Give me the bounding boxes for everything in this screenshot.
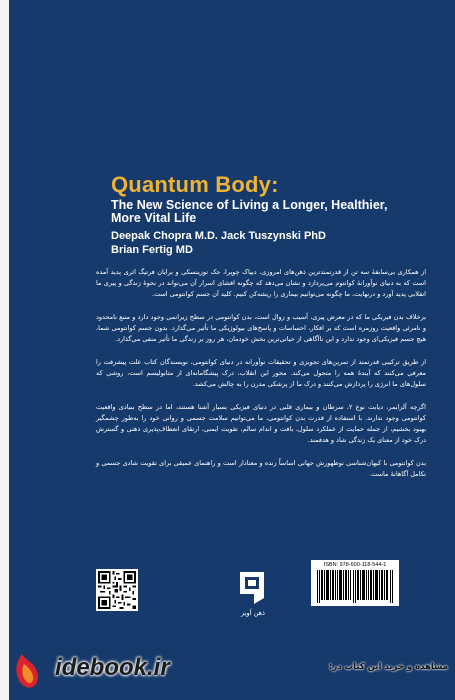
qr-code-icon — [96, 569, 138, 611]
watermark-site-link[interactable]: idebook.ir — [55, 654, 170, 681]
authors-line-1: Deepak Chopra M.D. Jack Tuszynski PhD — [111, 230, 326, 242]
book-subtitle: The New Science of Living a Longer, Healthier, More Vital Life — [111, 198, 388, 225]
publisher-name: ذهن آویز — [241, 609, 265, 617]
barcode-icon — [311, 560, 399, 606]
blurb-paragraph: بدن کوانتومی با کیهان‌شناسی نوظهورش جهانی اساساً زنده و معنادار است و راهنمای عمیقی برای تقویت شادی جسمی و تکامل آگاهانهٔ ماست. — [96, 459, 426, 478]
blurb-paragraph: برخلاف بدن فیزیکی ما که در معرض پیری، آسیب و زوال است، بدن کوانتومی در سطح زیراتمی وجود دارد و منبع نامحدود و نامرئی واقعیت روزمره است که بر افکار، احساسات و پاسخ‌های بیولوژیکی ما تأثیر می‌گذارد. بدون جسم کوانتومی شما، هیچ جسم فیزیکی‌ای وجود ندارد و این ناآگاهی از حیاتی‌ترین بخش خودمان، هر روز بر زندگی ما تأثیر منفی می‌گذارد. — [96, 313, 426, 343]
book-authors — [111, 229, 411, 257]
blurb-paragraph: از همکاری بی‌سابقهٔ سه تن از قدرتمندترین ذهن‌های امروزی، دیپاک چوپرا، جک توزینسکی و برایان فرتیگ اثری پدید آمده است که به دنیای نوآورانهٔ کوانتوم می‌پردازد و نشان می‌دهد که چگونه افشای اسرار آن می‌تواند در نحوهٔ زندگی و پیری ما انقلابی پدید آورد و درنهایت، ما چگونه می‌توانیم بیماری را ریشه‌کن کنیم. کلید آن جسم کوانتومی است. — [96, 268, 426, 298]
book-title: Quantum Body: — [111, 172, 279, 197]
blurb-paragraph: اگرچه آلزایمر، دیابت نوع ۲، سرطان و بیماری قلبی در دنیای فیزیکی بسیار آشنا هستند، اما در سطح بنیادی واقعیت کوانتومی وجود ندارند. با استفاده از قدرت بدن کوانتومی، ما می‌توانیم سلامت جسمی و روانی خود را به‌طور چشمگیر بهبود بخشیم، از جمله حمایت از عملکرد سلول، بافت و اندام سالم، تقویت ایمنی، ارتقای انعطاف‌پذیری ذهنی و گسترش درک خود از معنای یک زندگی شاد و هدفمند. — [96, 403, 426, 444]
authors-line-2: Brian Fertig MD — [111, 244, 193, 256]
idebook-logo-icon — [12, 652, 44, 692]
blurb-paragraph: از طریق ترکیبی قدرتمند از تمرین‌های تجویزی و تحقیقات نوآورانه در دنیای کوانتومی، نویسندگان کتاب علت پیشرفت را معرفی می‌کنند که آیندهٔ همه را متحول می‌کند. محور این انقلاب، درک پیشگامانه‌ای از متابولیسم است، روشی که سلول‌های ما انرژی را پردازش می‌کنند و درک ما از پزشکی مدرن را به چالش می‌کشد. — [96, 358, 426, 388]
watermark-caption: مشاهده و خرید این کتاب در: — [328, 662, 448, 672]
page-edge — [0, 0, 9, 700]
blurb-text — [96, 267, 426, 492]
publisher-logo-icon — [234, 568, 270, 608]
isbn-number: ISBN: 978-600-118-544-1 — [323, 562, 387, 568]
